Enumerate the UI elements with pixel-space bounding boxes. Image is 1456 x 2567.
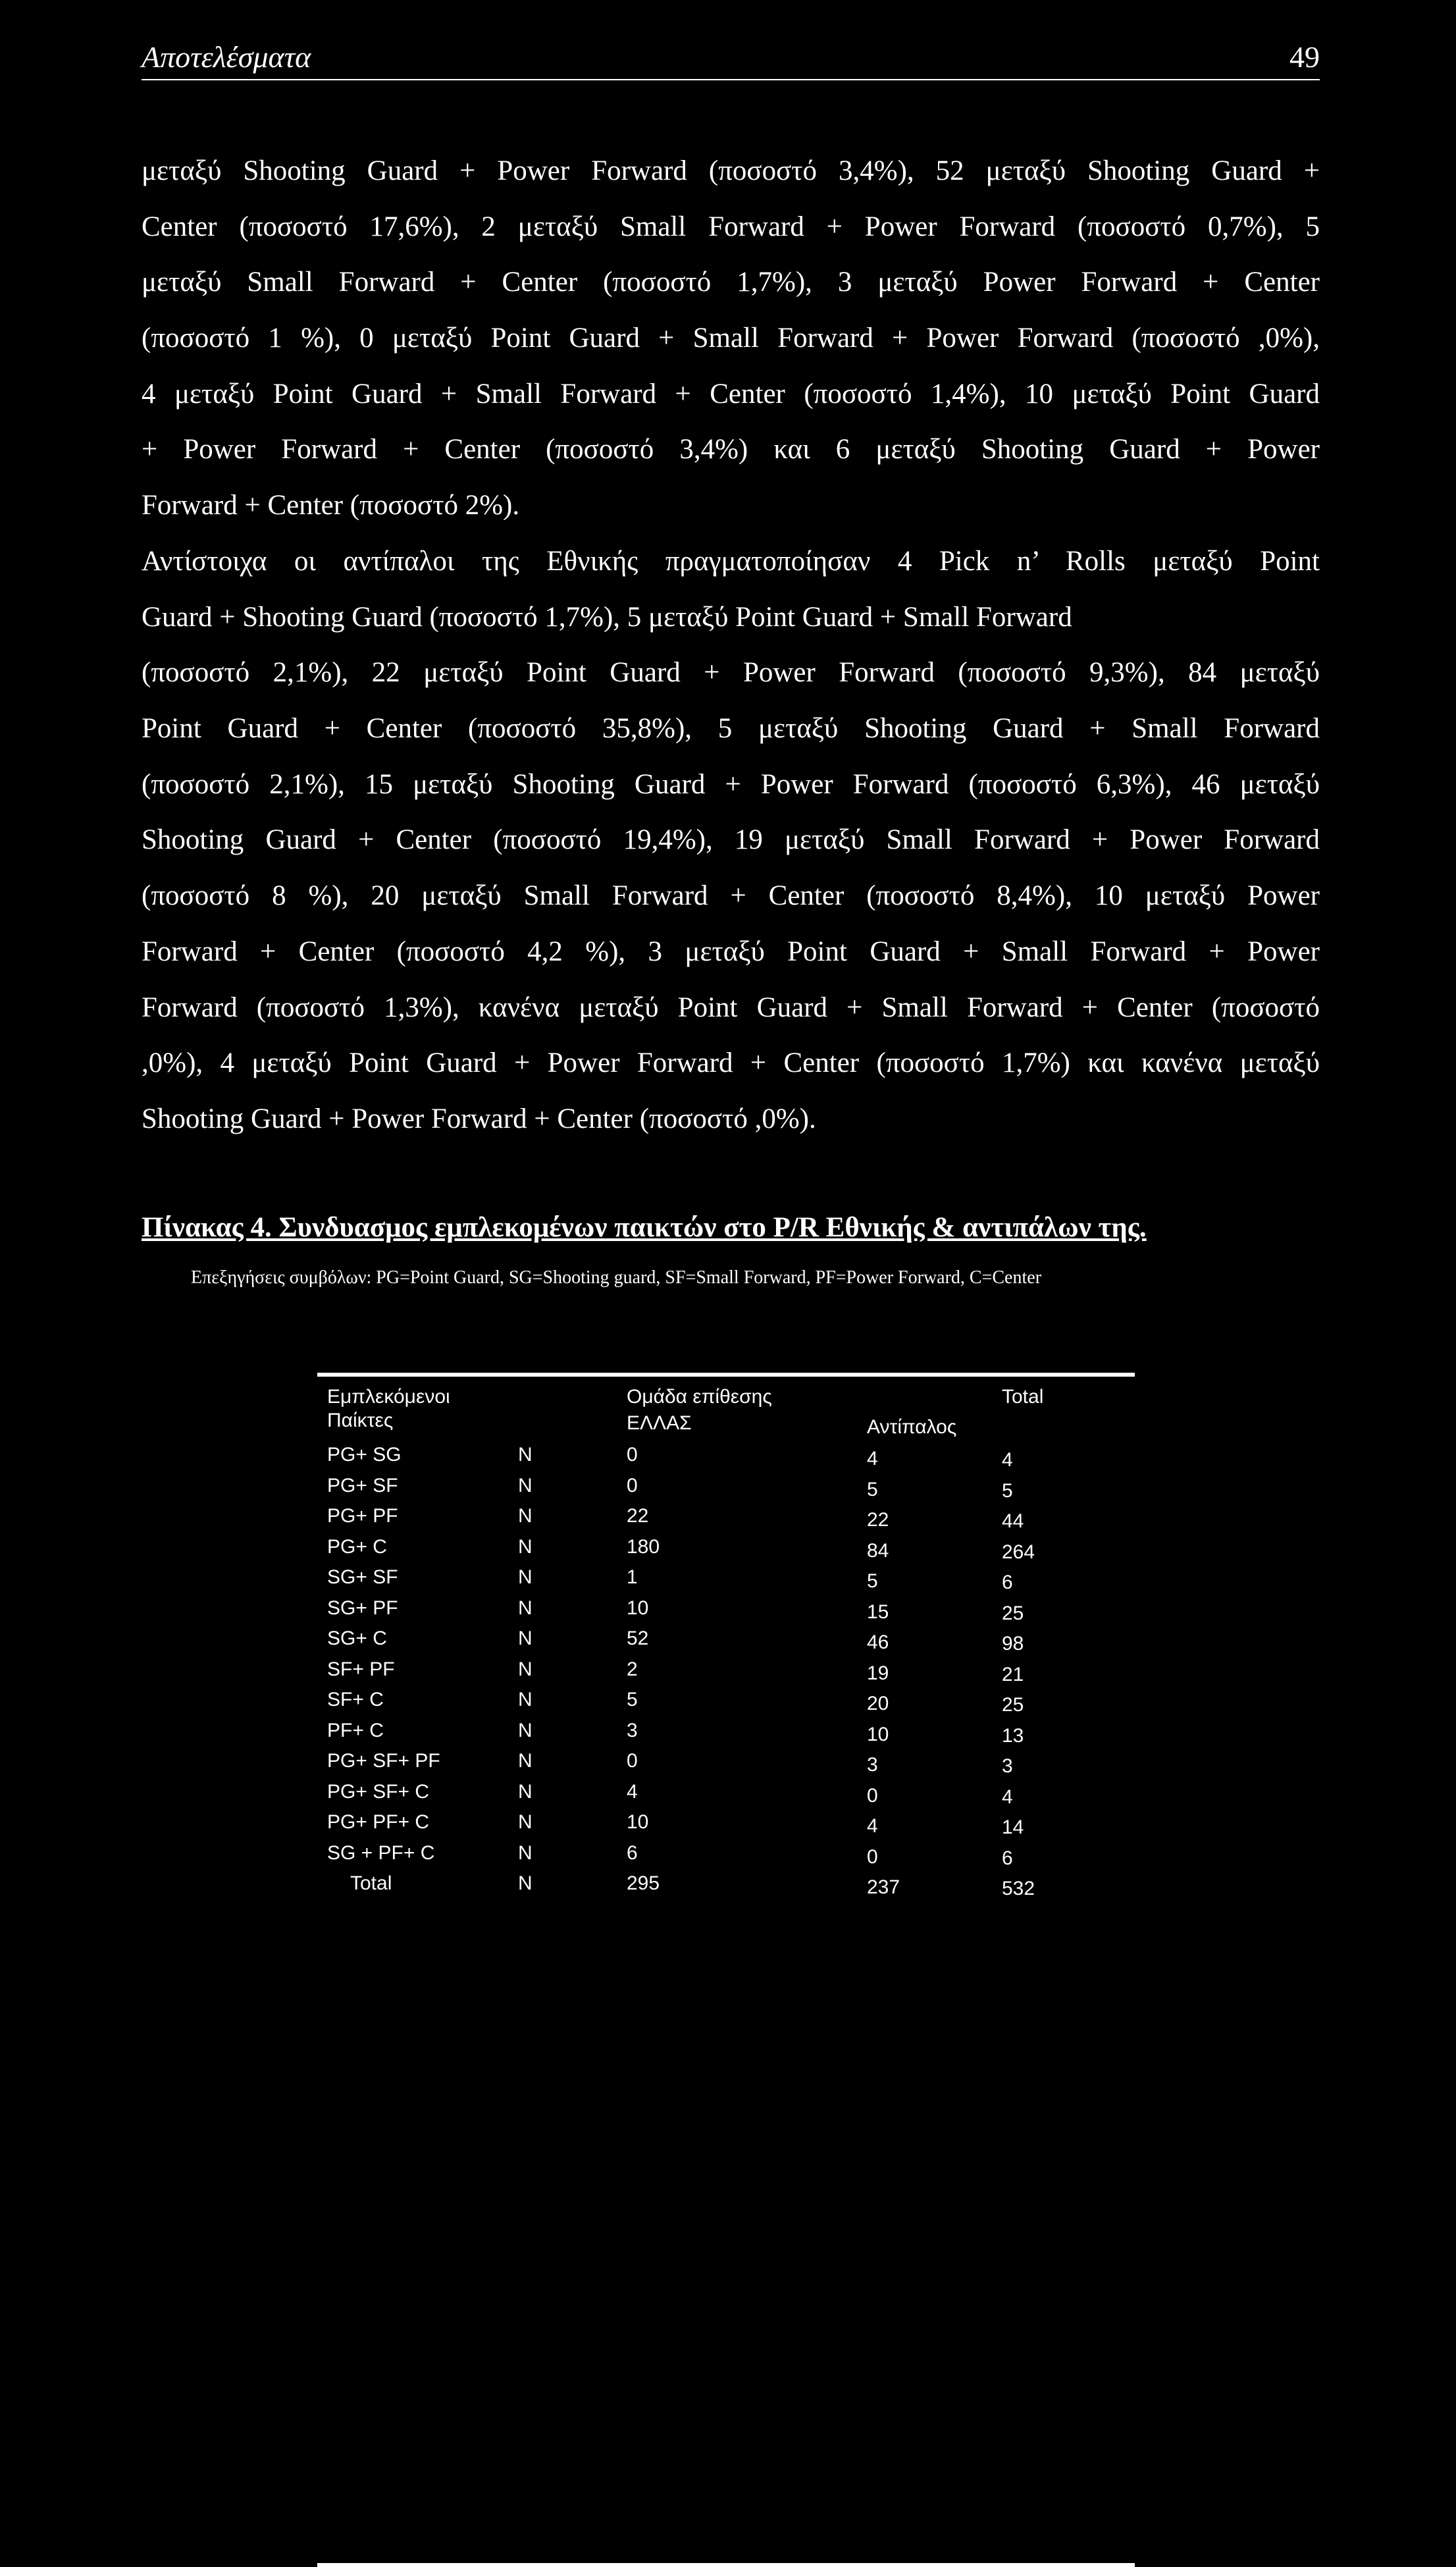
header-attacking-team: Ομάδα επίθεσης [627, 1386, 772, 1408]
table-row [317, 1628, 1135, 1658]
n-cell: N [518, 1535, 533, 1558]
table-row [317, 1475, 1135, 1506]
total-value-cell: 5 [1002, 1479, 1013, 1502]
greece-value-cell: 6 [627, 1841, 638, 1864]
table-row [317, 1842, 1135, 1873]
opponent-value-cell: 46 [867, 1631, 889, 1653]
opponent-value-cell: 0 [867, 1784, 878, 1807]
opponent-value-cell: 4 [867, 1815, 878, 1837]
text-line: Shooting Guard + Center (ποσοστό 19,4%), 19 μεταξύ Small Forward + Power Forward [142, 824, 1320, 856]
text-line: μεταξύ Small Forward + Center (ποσοστό 1,7%), 3 μεταξύ Power Forward + Center [142, 267, 1320, 298]
n-cell: N [518, 1628, 533, 1649]
n-cell: N [518, 1566, 533, 1588]
table-row [317, 1658, 1135, 1689]
text-line: ,0%), 4 μεταξύ Point Guard + Power Forward + Center (ποσοστό 1,7%) και κανένα μεταξύ [142, 1047, 1320, 1079]
opponent-value-cell: 20 [867, 1693, 889, 1714]
greece-value-cell: 0 [627, 1444, 638, 1466]
n-cell: N [518, 1872, 533, 1894]
table-row [317, 1566, 1135, 1597]
paragraph-2 [142, 534, 1320, 1148]
header-players-line1: Εμπλεκόμενοι [327, 1386, 450, 1408]
chapter-title: Αποτελέσματα [142, 40, 311, 74]
opponent-value-cell: 5 [867, 1478, 878, 1500]
player-combination-cell: SG+ PF [327, 1597, 398, 1619]
total-value-cell: 6 [1002, 1572, 1013, 1593]
player-combination-cell: PF+ C [327, 1719, 384, 1741]
n-cell: N [518, 1689, 533, 1710]
player-combination-cell: PG+ SG [327, 1444, 402, 1466]
text-line: Center (ποσοστό 17,6%), 2 μεταξύ Small Forward + Power Forward (ποσοστό 0,7%), 5 [142, 211, 1320, 242]
text-line: (ποσοστό 8 %), 20 μεταξύ Small Forward + Center (ποσοστό 8,4%), 10 μεταξύ Power [142, 880, 1320, 912]
text-line: Forward (ποσοστό 1,3%), κανένα μεταξύ Point Guard + Small Forward + Center (ποσοστό [142, 992, 1320, 1023]
n-cell: N [518, 1658, 533, 1680]
opponent-value-cell: 4 [867, 1448, 878, 1469]
opponent-value-cell: 5 [867, 1570, 878, 1592]
paragraph-1 [142, 144, 1320, 534]
opponent-value-cell: 10 [867, 1723, 889, 1745]
table-row [317, 1750, 1135, 1781]
table-legend: Επεξηγήσεις συμβόλων: PG=Point Guard, SG=Shooting guard, SF=Small Forward, PF=Power Forward, C=Center [191, 1267, 1042, 1288]
text-line: Forward + Center (ποσοστό 2%). [142, 490, 520, 521]
text-line: Shooting Guard + Power Forward + Center (ποσοστό ,0%). [142, 1103, 816, 1134]
player-combination-cell: PG+ PF+ C [327, 1811, 430, 1833]
player-combination-cell: SG+ SF [327, 1566, 398, 1588]
greece-value-cell: 10 [627, 1811, 649, 1833]
player-combination-cell: SF+ PF [327, 1658, 395, 1680]
n-cell: N [518, 1719, 533, 1741]
player-combination-cell: PG+ SF+ PF [327, 1750, 440, 1772]
n-cell: N [518, 1750, 533, 1772]
header-players-line2: Παίκτες [327, 1410, 394, 1431]
greece-value-cell: 10 [627, 1597, 649, 1619]
total-value-cell: 13 [1002, 1724, 1024, 1747]
player-combination-cell: SG + PF+ C [327, 1841, 435, 1864]
header-opponent: Αντίπαλος [867, 1416, 957, 1438]
total-value-cell: 3 [1002, 1755, 1013, 1777]
greece-value-cell: 295 [627, 1872, 660, 1894]
opponent-value-cell: 19 [867, 1662, 889, 1684]
text-line: Guard + Shooting Guard (ποσοστό 1,7%), 5 μεταξύ Point Guard + Small Forward [142, 601, 1072, 633]
opponent-value-cell: 15 [867, 1601, 889, 1623]
player-combination-cell: PG+ C [327, 1535, 387, 1558]
greece-value-cell: 3 [627, 1719, 638, 1741]
table-row [317, 1444, 1135, 1475]
table-row [317, 1720, 1135, 1751]
table-caption: Πίνακας 4. Συνδυασμος εμπλεκομένων παικτών στο P/R Εθνικής & αντιπάλων της. [142, 1212, 1147, 1243]
opponent-value-cell: 3 [867, 1754, 878, 1776]
n-cell: N [518, 1474, 533, 1496]
opponent-value-cell: 0 [867, 1845, 878, 1868]
n-cell: N [518, 1841, 533, 1864]
greece-value-cell: 52 [627, 1628, 649, 1649]
n-cell: N [518, 1505, 533, 1527]
text-line: Point Guard + Center (ποσοστό 35,8%), 5 μεταξύ Shooting Guard + Small Forward [142, 713, 1320, 745]
total-value-cell: 6 [1002, 1847, 1013, 1869]
player-combination-cell: PG+ SF+ C [327, 1780, 430, 1803]
table-row [317, 1597, 1135, 1628]
greece-value-cell: 4 [627, 1780, 638, 1803]
n-cell: N [518, 1597, 533, 1619]
table-row [317, 1536, 1135, 1567]
total-value-cell: 21 [1002, 1663, 1024, 1685]
table-bottom-rule [317, 2563, 1135, 2567]
player-combination-cell: SF+ C [327, 1689, 384, 1710]
player-combination-cell: Total [350, 1872, 392, 1894]
total-value-cell: 25 [1002, 1694, 1024, 1716]
table-row [317, 1505, 1135, 1536]
n-cell: N [518, 1811, 533, 1833]
total-value-cell: 44 [1002, 1510, 1024, 1532]
total-value-cell: 532 [1002, 1878, 1035, 1899]
total-value-cell: 4 [1002, 1786, 1013, 1808]
player-combination-cell: PG+ PF [327, 1505, 398, 1527]
table-row [317, 1689, 1135, 1720]
opponent-value-cell: 22 [867, 1509, 889, 1531]
text-line: (ποσοστό 2,1%), 22 μεταξύ Point Guard + Power Forward (ποσοστό 9,3%), 84 μεταξύ [142, 657, 1320, 689]
page-header [142, 40, 1320, 80]
n-cell: N [518, 1780, 533, 1803]
opponent-value-cell: 237 [867, 1876, 900, 1898]
greece-value-cell: 22 [627, 1505, 649, 1527]
text-line: (ποσοστό 2,1%), 15 μεταξύ Shooting Guard + Power Forward (ποσοστό 6,3%), 46 μεταξύ [142, 768, 1320, 800]
text-line: 4 μεταξύ Point Guard + Small Forward + Center (ποσοστό 1,4%), 10 μεταξύ Point Guard [142, 378, 1320, 410]
table-top-rule [317, 1373, 1135, 1377]
table-row [317, 1811, 1135, 1842]
opponent-value-cell: 84 [867, 1539, 889, 1562]
total-value-cell: 98 [1002, 1633, 1024, 1654]
total-value-cell: 14 [1002, 1816, 1024, 1838]
text-line: (ποσοστό 1 %), 0 μεταξύ Point Guard + Small Forward + Power Forward (ποσοστό ,0%), [142, 323, 1320, 354]
player-combination-cell: PG+ SF [327, 1474, 398, 1496]
greece-value-cell: 0 [627, 1474, 638, 1496]
header-total: Total [1002, 1386, 1044, 1408]
greece-value-cell: 180 [627, 1535, 660, 1558]
text-line: Forward + Center (ποσοστό 4,2 %), 3 μεταξύ Point Guard + Small Forward + Power [142, 936, 1320, 967]
total-value-cell: 264 [1002, 1541, 1035, 1563]
text-line: + Power Forward + Center (ποσοστό 3,4%) και 6 μεταξύ Shooting Guard + Power [142, 434, 1320, 465]
page-number: 49 [1289, 40, 1320, 74]
greece-value-cell: 0 [627, 1750, 638, 1772]
greece-value-cell: 1 [627, 1566, 638, 1588]
text-line: μεταξύ Shooting Guard + Power Forward (ποσοστό 3,4%), 52 μεταξύ Shooting Guard + [142, 155, 1320, 186]
greece-value-cell: 5 [627, 1689, 638, 1710]
n-cell: N [518, 1444, 533, 1466]
header-greece: ΕΛΛΑΣ [627, 1412, 692, 1434]
greece-value-cell: 2 [627, 1658, 638, 1680]
table-total-row [317, 1872, 1135, 1903]
text-line: Αντίστοιχα οι αντίπαλοι της Εθνικής πραγματοποίησαν 4 Pick n’ Rolls μεταξύ Point [142, 546, 1320, 577]
player-combination-cell: SG+ C [327, 1628, 387, 1649]
total-value-cell: 25 [1002, 1602, 1024, 1624]
total-value-cell: 4 [1002, 1449, 1013, 1471]
table-row [317, 1781, 1135, 1812]
